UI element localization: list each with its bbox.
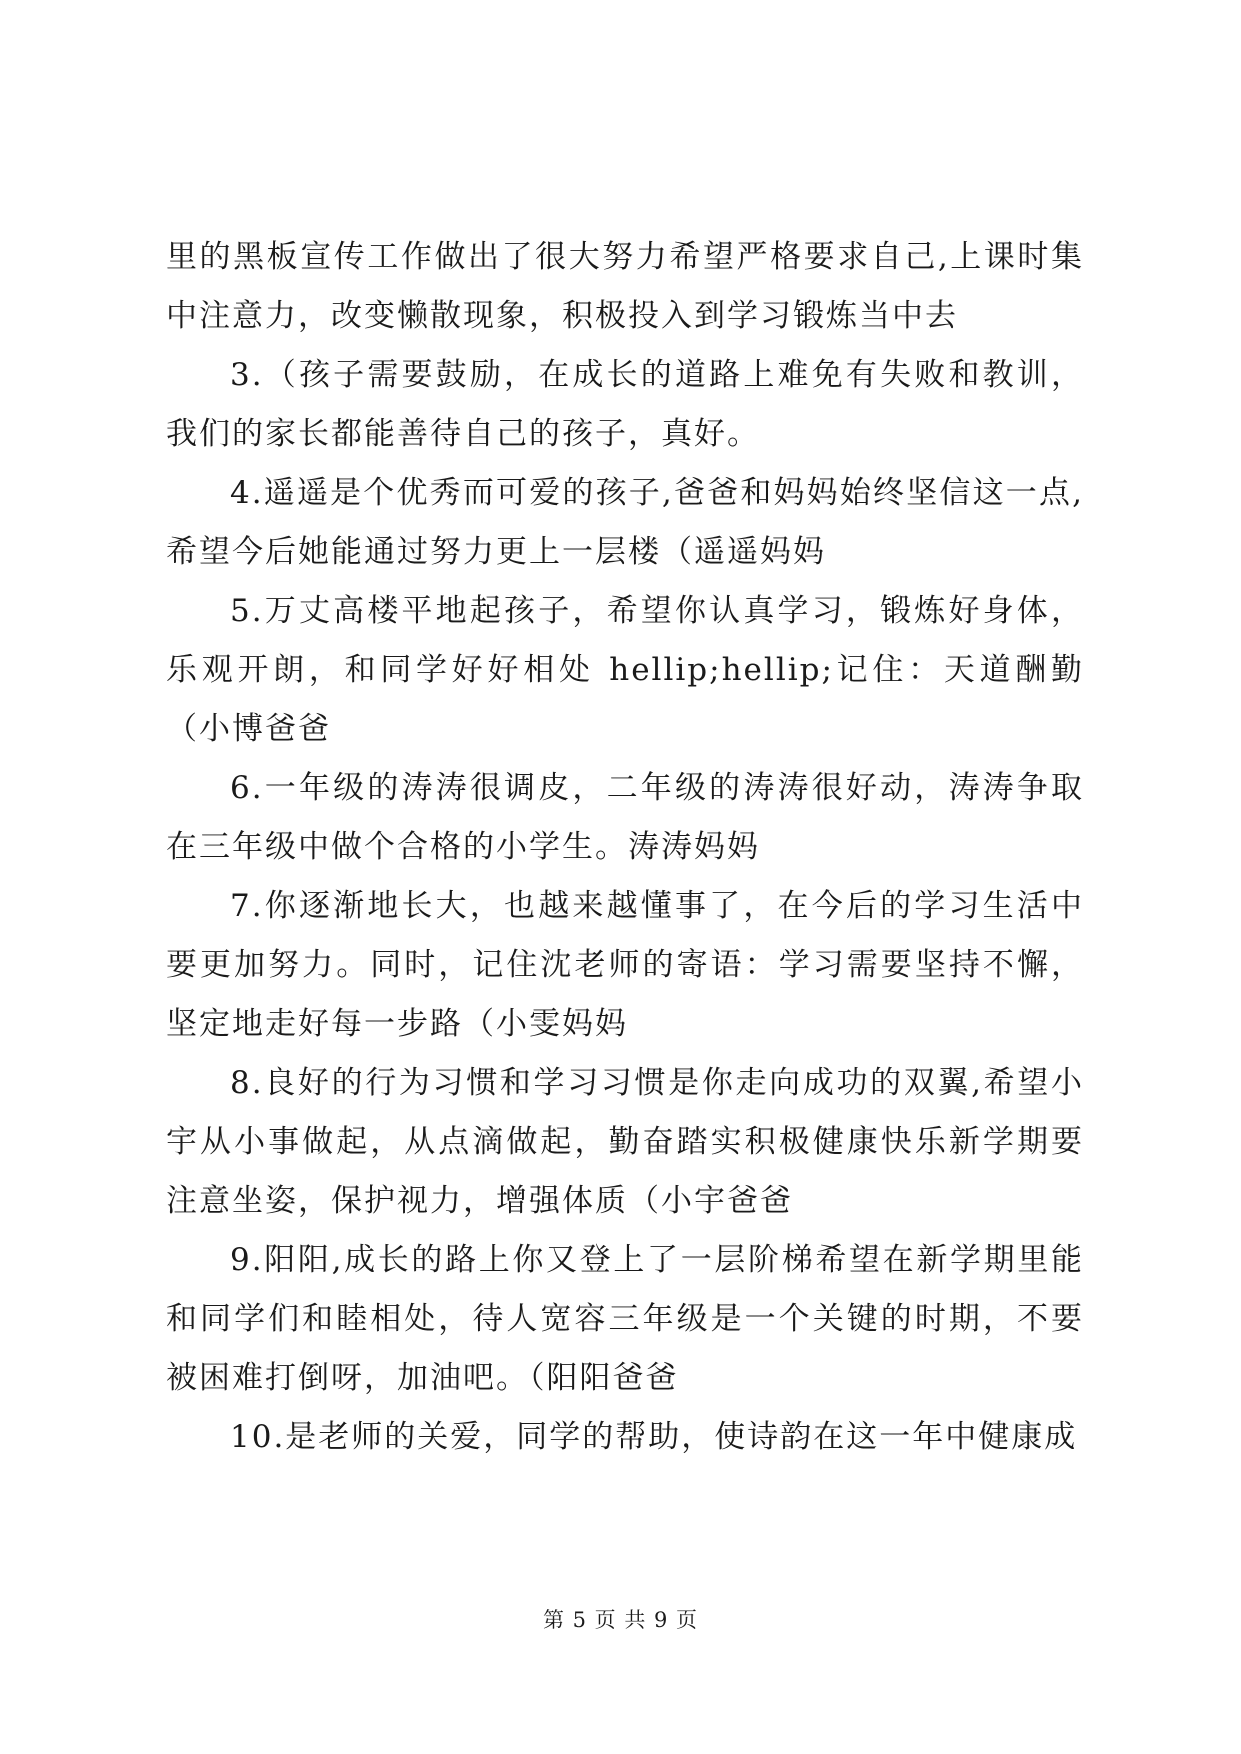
paragraph: 3.（孩子需要鼓励，在成长的道路上难免有失败和教训，我们的家长都能善待自己的孩子，真好。 bbox=[166, 357, 1084, 452]
paragraph: 7.你逐渐地长大，也越来越懂事了，在今后的学习生活中要更加努力。同时，记住沈老师的寄语：学习需要坚持不懈，坚定地走好每一步路（小雯妈妈 bbox=[166, 888, 1084, 1042]
document-body bbox=[166, 228, 1084, 1467]
paragraph: 5.万丈高楼平地起孩子，希望你认真学习，锻炼好身体，乐观开朗，和同学好好相处 hellip;hellip;记住：天道酬勤（小博爸爸 bbox=[166, 593, 1084, 747]
page-footer: 第 5 页 共 9 页 bbox=[542, 1608, 699, 1632]
paragraph: 10.是老师的关爱，同学的帮助，使诗韵在这一年中健康成 bbox=[230, 1419, 1078, 1455]
paragraph: 9.阳阳,成长的路上你又登上了一层阶梯希望在新学期里能和同学们和睦相处，待人宽容三年级是一个关键的时期，不要被困难打倒呀，加油吧。（阳阳爸爸 bbox=[166, 1242, 1084, 1396]
paragraph: 里的黑板宣传工作做出了很大努力希望严格要求自己,上课时集中注意力，改变懒散现象，积极投入到学习锻炼当中去 bbox=[166, 239, 1084, 334]
paragraph: 4.遥遥是个优秀而可爱的孩子,爸爸和妈妈始终坚信这一点,希望今后她能通过努力更上一层楼（遥遥妈妈 bbox=[166, 475, 1084, 570]
paragraph: 6.一年级的涛涛很调皮，二年级的涛涛很好动，涛涛争取在三年级中做个合格的小学生。涛涛妈妈 bbox=[166, 770, 1084, 865]
paragraph: 8.良好的行为习惯和学习习惯是你走向成功的双翼,希望小宇从小事做起，从点滴做起，勤奋踏实积极健康快乐新学期要注意坐姿，保护视力，增强体质（小宇爸爸 bbox=[166, 1065, 1084, 1219]
